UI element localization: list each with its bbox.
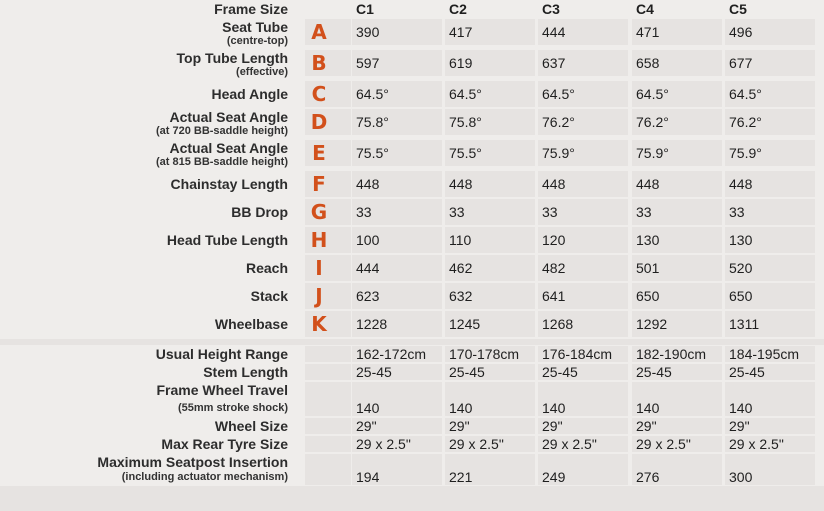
table-row [0,139,824,167]
table-cell: 33 [542,204,558,220]
table-cell: 29" [729,418,750,434]
table-cell: 471 [636,24,660,40]
table-cell: 482 [542,260,566,276]
table-cell: 1245 [449,316,481,332]
dimension-letter: K [311,312,327,336]
row-label: Wheel Size [214,418,288,434]
table-cell: 249 [542,469,566,485]
table-cell: 120 [542,232,566,248]
row-label: Stack [250,288,288,304]
dimension-letter: H [310,228,328,252]
table-cell: 130 [636,232,660,248]
table-cell: 221 [449,469,473,485]
row-label: Chainstay Length [170,176,288,192]
table-cell: 33 [449,204,465,220]
table-cell: 64.5° [449,86,482,102]
table-cell: 29 x 2.5" [729,436,784,452]
table-cell: 25-45 [636,364,672,380]
table-row [0,49,824,77]
row-label: Stem Length [203,364,288,380]
row-label: Reach [245,260,288,276]
bottom-band [0,486,824,511]
table-cell: 448 [449,176,473,192]
table-cell: 29 x 2.5" [542,436,597,452]
table-cell: 1311 [729,316,760,332]
table-cell: 170-178cm [449,346,520,362]
table-row [0,226,824,254]
row-sublabel: (55mm stroke shock) [177,402,288,414]
table-cell: 650 [729,288,753,304]
row-sublabel: (at 815 BB-saddle height) [155,156,288,168]
table-cell: 25-45 [542,364,578,380]
table-cell: 75.9° [542,145,575,161]
table-cell: 140 [449,400,473,416]
table-cell: 140 [356,400,380,416]
table-row [0,282,824,310]
table-row [0,170,824,198]
table-cell: 162-172cm [356,346,427,362]
size-header: C5 [729,1,747,17]
table-cell: 444 [356,260,380,276]
table-cell: 448 [729,176,753,192]
table-row [0,254,824,282]
table-cell: 184-195cm [729,346,800,362]
letter-cell-bg [305,382,351,416]
table-cell: 64.5° [542,86,575,102]
table-cell: 75.8° [449,114,482,130]
row-label: Actual Seat Angle [169,140,288,156]
row-label: Wheelbase [214,316,288,332]
table-cell: 75.5° [449,145,482,161]
table-row [0,18,824,46]
table-cell: 417 [449,24,473,40]
table-cell: 448 [542,176,566,192]
table-cell: 276 [636,469,660,485]
table-cell: 501 [636,260,660,276]
letter-cell-bg [305,364,351,380]
size-header: C1 [356,1,374,17]
table-cell: 176-184cm [542,346,613,362]
table-row [0,108,824,136]
table-cell: 390 [356,24,380,40]
row-label: Frame Wheel Travel [156,382,288,398]
table-cell: 33 [636,204,652,220]
row-label: Head Angle [211,86,288,102]
row-sublabel: (at 720 BB-saddle height) [155,125,288,137]
table-cell: 75.9° [729,145,762,161]
table-cell: 1292 [636,316,668,332]
dimension-letter: B [311,51,327,75]
table-row [0,453,824,486]
table-cell: 1228 [356,316,388,332]
table-cell: 632 [449,288,473,304]
dimension-letter: F [312,172,326,196]
table-cell: 33 [356,204,372,220]
table-row [0,435,824,453]
table-row [0,198,824,226]
row-label: Max Rear Tyre Size [161,436,288,452]
table-cell: 29" [356,418,377,434]
table-cell: 597 [356,55,380,71]
table-cell: 619 [449,55,473,71]
table-cell: 140 [636,400,660,416]
dimension-letter: G [310,200,328,224]
table-cell: 182-190cm [636,346,707,362]
dimension-letter: E [312,141,326,165]
dimension-letter: C [311,82,327,106]
dimension-letter: A [311,20,327,44]
frame-size-label: Frame Size [214,1,288,17]
table-cell: 76.2° [542,114,575,130]
table-cell: 64.5° [356,86,389,102]
table-cell: 29" [542,418,563,434]
table-cell: 110 [449,232,472,248]
table-cell: 496 [729,24,753,40]
table-cell: 100 [356,232,380,248]
table-cell: 641 [542,288,566,304]
table-cell: 75.8° [356,114,389,130]
table-cell: 623 [356,288,380,304]
table-cell: 140 [729,400,753,416]
size-header: C3 [542,1,560,17]
letter-cell-bg [305,418,351,434]
table-cell: 29" [636,418,657,434]
table-row [0,345,824,363]
table-row [0,80,824,108]
table-cell: 637 [542,55,566,71]
table-cell: 462 [449,260,473,276]
header-row [0,0,824,18]
row-sublabel: (centre-top) [226,35,288,47]
table-cell: 140 [542,400,566,416]
table-cell: 677 [729,55,753,71]
size-header: C2 [449,1,467,17]
table-cell: 64.5° [729,86,762,102]
table-cell: 650 [636,288,660,304]
table-cell: 75.5° [356,145,389,161]
table-cell: 64.5° [636,86,669,102]
table-cell: 444 [542,24,566,40]
table-cell: 25-45 [729,364,765,380]
row-label: Usual Height Range [155,346,288,362]
table-cell: 1268 [542,316,574,332]
table-row [0,417,824,435]
table-cell: 29" [449,418,470,434]
dimension-letter: J [315,284,323,308]
table-cell: 29 x 2.5" [636,436,691,452]
table-cell: 25-45 [356,364,392,380]
table-cell: 25-45 [449,364,485,380]
table-cell: 33 [729,204,745,220]
dimension-letter: I [315,256,323,280]
row-label: Top Tube Length [176,50,288,66]
row-label: Head Tube Length [166,232,288,248]
table-cell: 300 [729,469,753,485]
row-label: Seat Tube [222,19,288,35]
table-row [0,363,824,381]
row-label: BB Drop [231,204,288,220]
letter-cell-bg [305,436,351,452]
table-row [0,310,824,338]
row-label: Actual Seat Angle [169,109,288,125]
table-cell: 194 [356,469,380,485]
dimension-letter: D [310,110,328,134]
table-cell: 76.2° [636,114,669,130]
table-cell: 520 [729,260,753,276]
table-cell: 130 [729,232,753,248]
table-cell: 448 [356,176,380,192]
row-sublabel: (effective) [236,66,288,78]
table-cell: 29 x 2.5" [356,436,411,452]
table-cell: 76.2° [729,114,762,130]
table-cell: 658 [636,55,660,71]
table-cell: 75.9° [636,145,669,161]
table-cell: 29 x 2.5" [449,436,504,452]
row-sublabel: (including actuator mechanism) [121,471,288,483]
size-header: C4 [636,1,654,17]
table-row [0,381,824,417]
letter-cell-bg [305,346,351,362]
row-label: Maximum Seatpost Insertion [97,454,288,470]
table-cell: 448 [636,176,660,192]
letter-cell-bg [305,454,351,485]
